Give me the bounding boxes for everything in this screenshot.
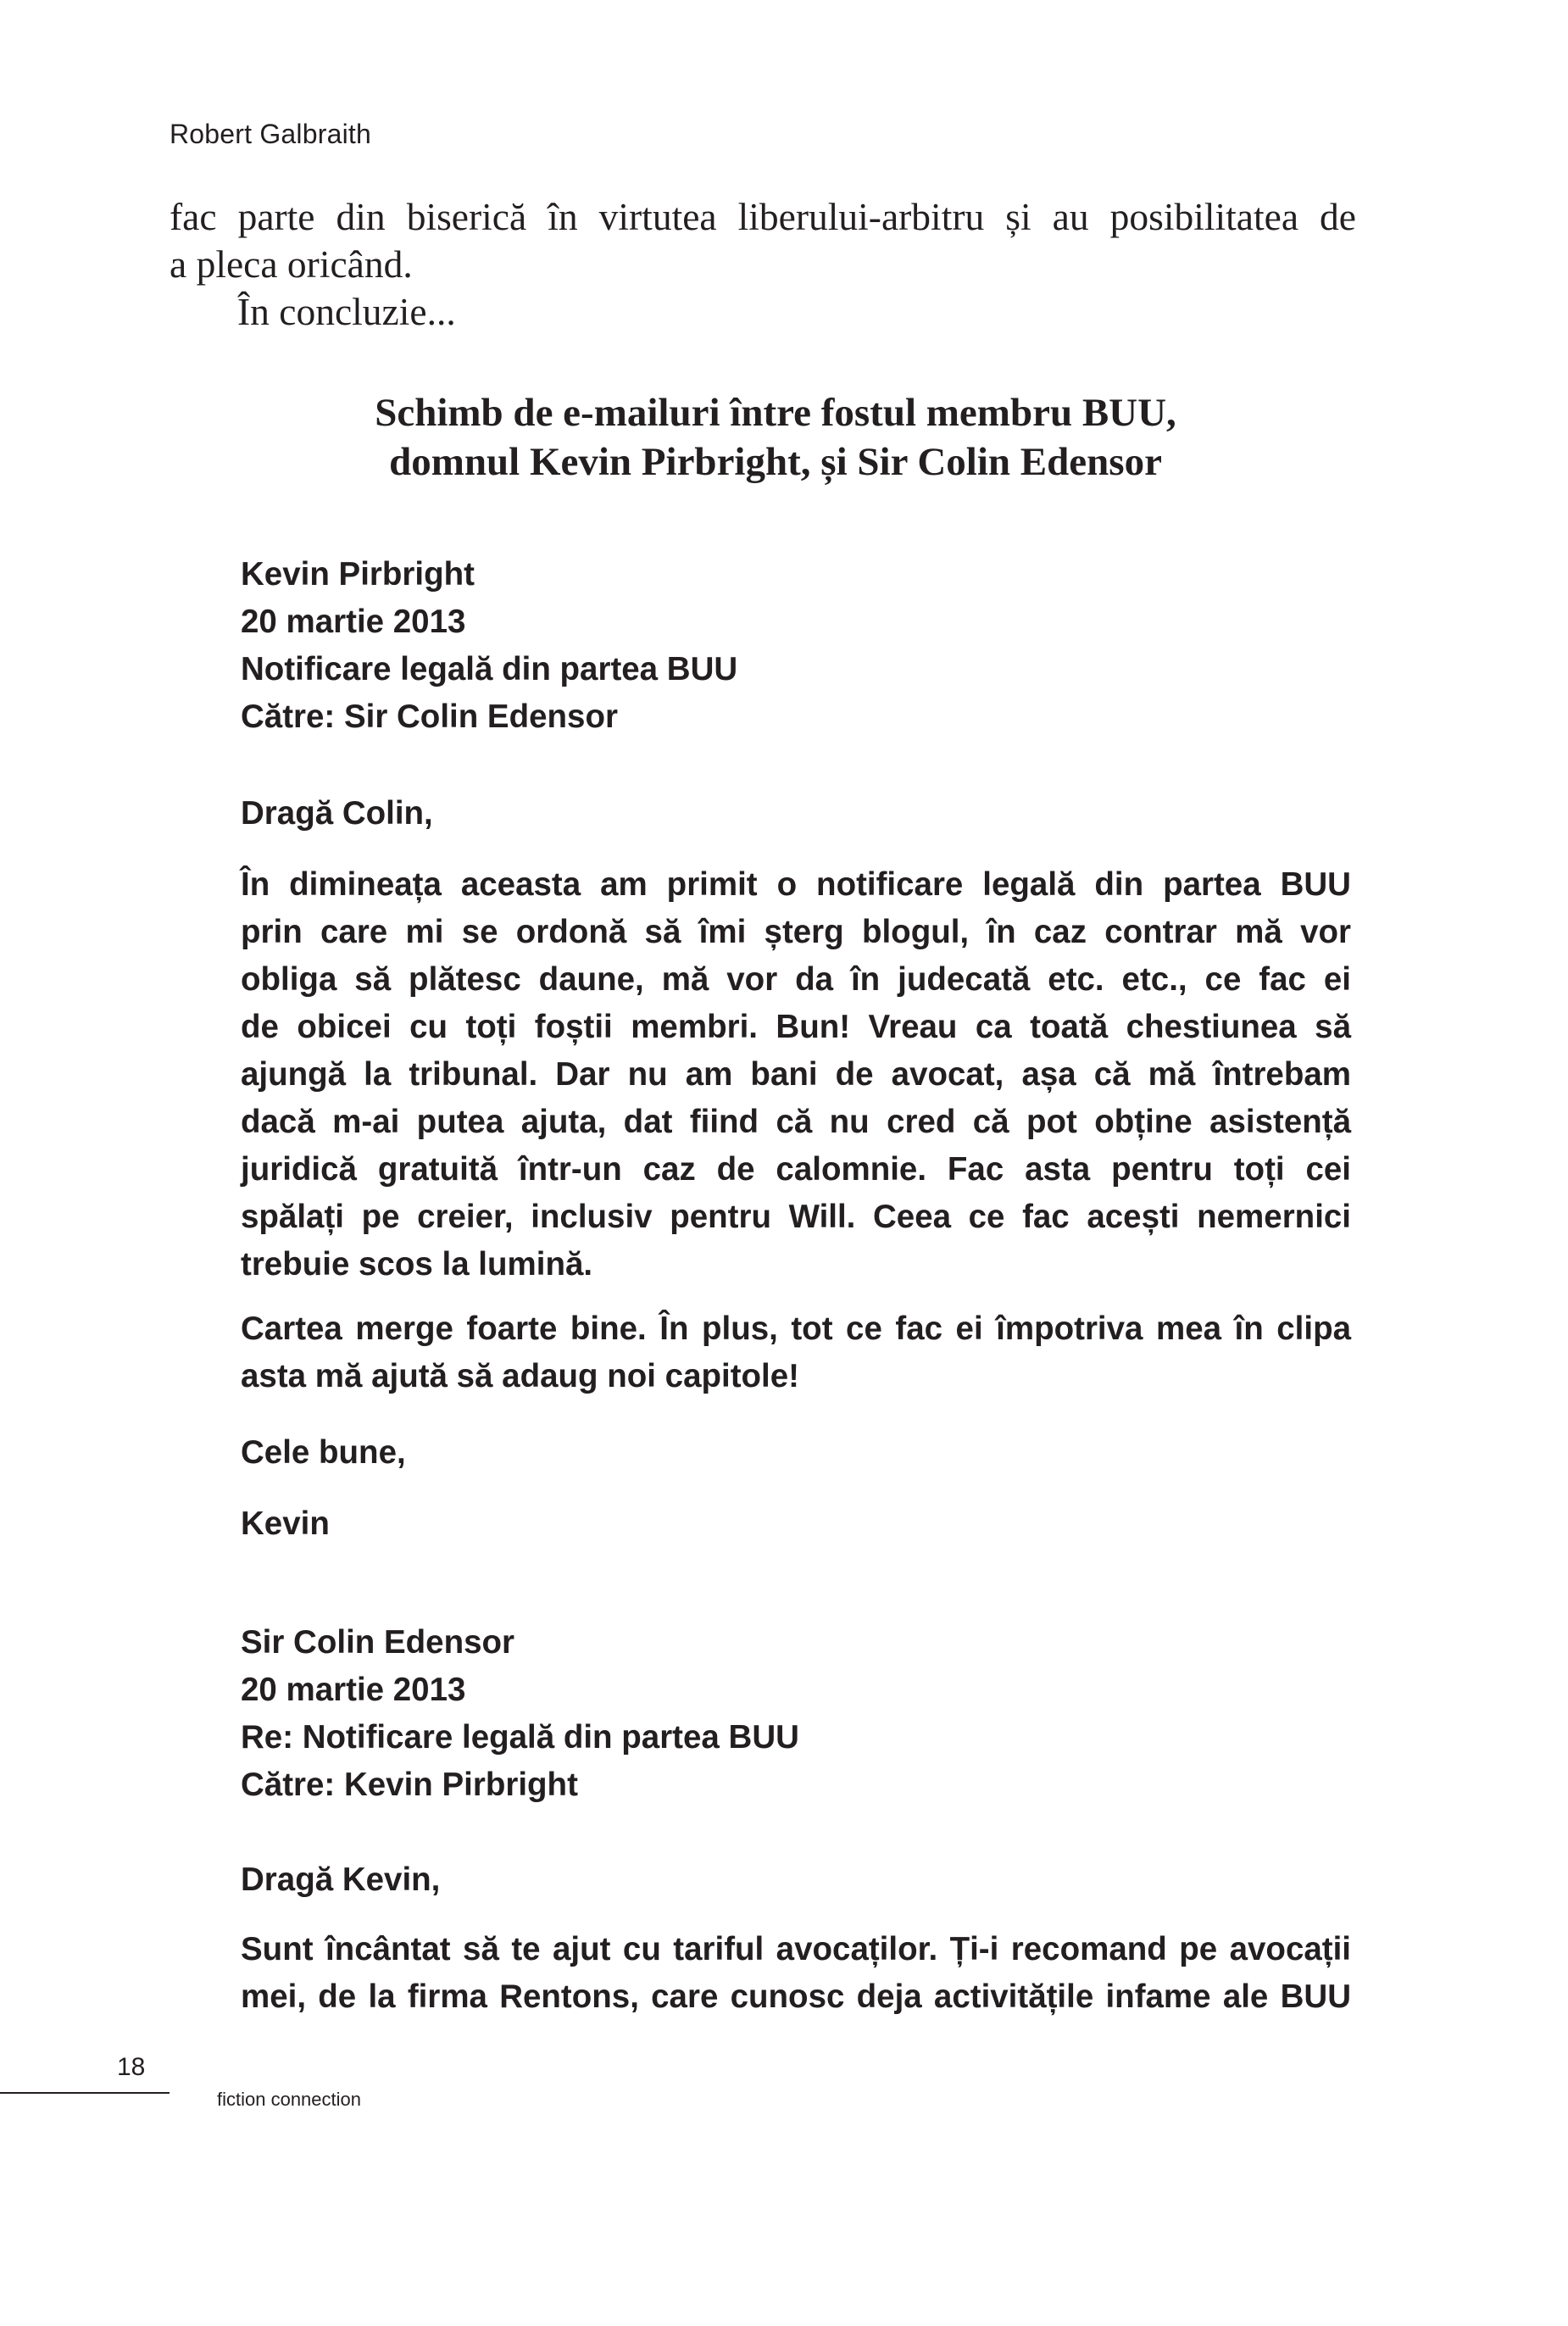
running-head: Robert Galbraith — [170, 119, 371, 149]
email2-greeting: Dragă Kevin, — [241, 1861, 441, 1898]
email2-body — [241, 1926, 1351, 2021]
email1-body-line: trebuie scos la lumină. — [241, 1246, 593, 1283]
intro-conclusion — [170, 288, 1356, 336]
email1-body2-line: asta mă ajută să adaug noi capitole! — [241, 1358, 799, 1394]
section-title — [170, 388, 1382, 487]
email1-body — [241, 861, 1351, 1288]
email1-subject: Notificare legală din partea BUU — [241, 651, 738, 687]
email2-subject: Re: Notificare legală din partea BUU — [241, 1719, 799, 1756]
section-title-line: Schimb de e-mailuri între fostul membru BUU, — [375, 391, 1176, 435]
email1-body-line: obliga să plătesc daune, mă vor da în judecată etc. etc., ce fac ei — [241, 961, 1351, 998]
email1-body-line: ajungă la tribunal. Dar nu am bani de avocat, așa că mă întrebam — [241, 1056, 1351, 1093]
email1-body-line: juridică gratuită într-un caz de calomnie. Fac asta pentru toți cei — [241, 1151, 1351, 1188]
section-title-line: domnul Kevin Pirbright, și Sir Colin Edensor — [389, 440, 1162, 484]
email1-to: Către: Sir Colin Edensor — [241, 698, 618, 735]
email1-body-2 — [241, 1305, 1351, 1400]
email2-to: Către: Kevin Pirbright — [241, 1767, 578, 1803]
email1-from: Kevin Pirbright — [241, 556, 475, 593]
imprint: fiction connection — [217, 2089, 361, 2110]
email2-date: 20 martie 2013 — [241, 1672, 466, 1708]
email1-date: 20 martie 2013 — [241, 604, 466, 640]
email1-signature: Kevin — [241, 1505, 330, 1542]
email1-body-line: spălați pe creier, inclusiv pentru Will. Ceea ce fac acești nemernici — [241, 1199, 1351, 1235]
email2-header — [241, 1619, 1351, 1809]
email1-body-line: În dimineața aceasta am primit o notificare legală din partea BUU — [241, 866, 1351, 903]
intro-paragraph — [170, 193, 1356, 288]
email2-body-line: Sunt încântat să te ajut cu tariful avocaților. Ți-i recomand pe avocații — [241, 1931, 1351, 1967]
email1-greeting: Dragă Colin, — [241, 795, 433, 832]
email2-body-line: mei, de la firma Rentons, care cunosc deja activitățile infame ale BUU — [241, 1978, 1351, 2015]
email1-body-line: prin care mi se ordonă să îmi șterg blogul, în caz contrar mă vor — [241, 914, 1351, 950]
email1-body-line: de obicei cu toți foștii membri. Bun! Vreau ca toată chestiunea să — [241, 1009, 1351, 1045]
footer-rule — [0, 2092, 170, 2094]
page-number: 18 — [117, 2053, 146, 2081]
intro-line: În concluzie... — [237, 290, 456, 333]
intro-line: fac parte din biserică în virtutea liberului-arbitru și au posibilitatea de — [170, 195, 1356, 238]
email1-header — [241, 551, 1351, 741]
intro-line: a pleca oricând. — [170, 242, 413, 286]
email1-body-line: dacă m-ai putea ajuta, dat fiind că nu cred că pot obține asistență — [241, 1104, 1351, 1140]
email1-body2-line: Cartea merge foarte bine. În plus, tot ce fac ei împotriva mea în clipa — [241, 1310, 1351, 1347]
email2-from: Sir Colin Edensor — [241, 1624, 515, 1661]
email1-closing: Cele bune, — [241, 1434, 406, 1471]
